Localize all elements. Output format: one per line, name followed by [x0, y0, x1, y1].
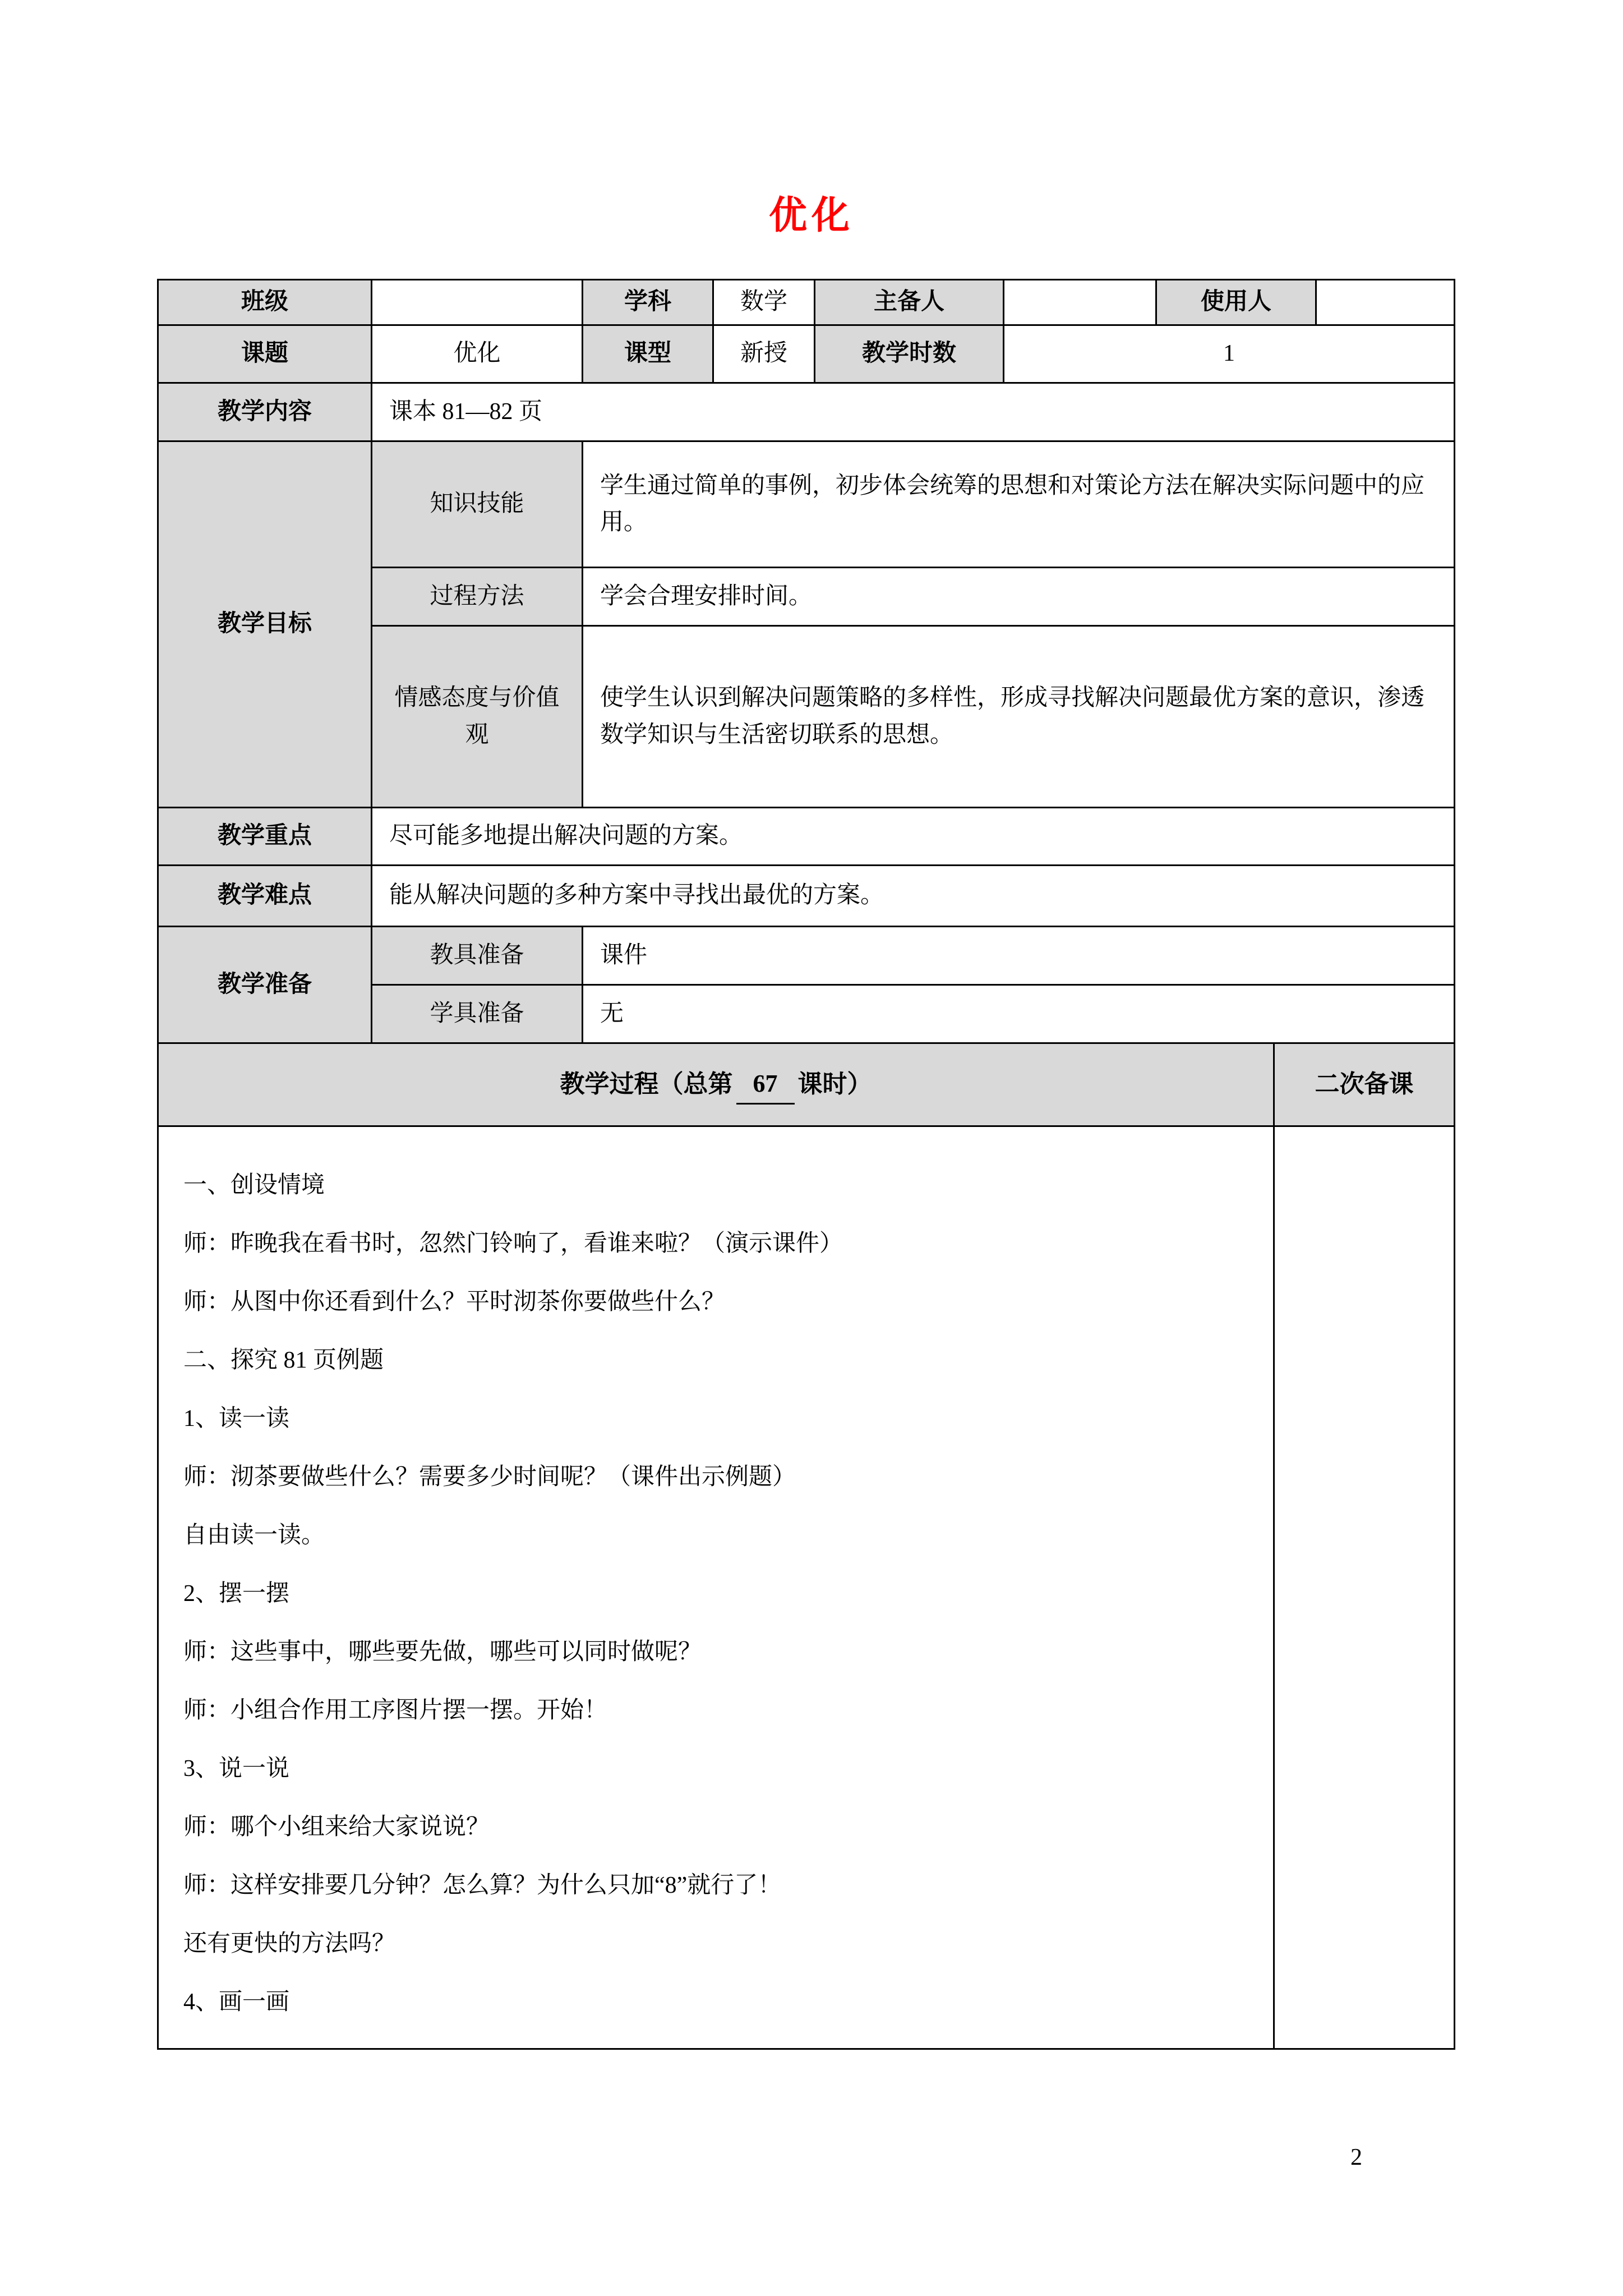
user-teacher-value-cell: [1317, 280, 1455, 326]
hours-value-cell: 1: [1004, 326, 1455, 384]
process-line: 2、摆一摆: [183, 1581, 290, 1607]
objective-knowledge-label: 知识技能: [372, 442, 583, 568]
process-header-cell: [159, 1044, 1275, 1127]
process-header-prefix: 教学过程（总第: [560, 1070, 733, 1098]
objective-process-text: 学会合理安排时间。: [583, 568, 1455, 627]
preparation-tools-label: 教具准备: [372, 927, 583, 986]
preparation-tools-text: 课件: [583, 927, 1455, 986]
subject-value-cell: 数学: [714, 280, 815, 326]
row-meta-2: [159, 326, 1455, 384]
process-line: 师：哪个小组来给大家说说？: [183, 1814, 490, 1840]
row-meta-1: [159, 280, 1455, 326]
process-line: 师：这些事中，哪些要先做，哪些可以同时做呢？: [183, 1639, 702, 1665]
secondary-prep-header-cell: 二次备课: [1275, 1044, 1455, 1127]
lesson-type-label-cell: 课型: [583, 326, 714, 384]
objective-process-label: 过程方法: [372, 568, 583, 627]
subject-label-cell: 学科: [583, 280, 714, 326]
process-line: 还有更快的方法吗？: [183, 1931, 396, 1957]
process-line: 自由读一读。: [183, 1522, 325, 1548]
process-line: 1、读一读: [183, 1406, 290, 1432]
process-line: 3、说一说: [183, 1756, 290, 1782]
preparation-section: [159, 927, 1455, 1044]
process-header-suffix: 课时）: [797, 1070, 872, 1098]
preparation-subrows: [372, 927, 1455, 1044]
lesson-type-value-cell: 新授: [714, 326, 815, 384]
key-point-text-cell: 尽可能多地提出解决问题的方案。: [372, 808, 1455, 866]
objective-row-knowledge: [372, 442, 1455, 568]
topic-label-cell: 课题: [159, 326, 372, 384]
key-point-label-cell: 教学重点: [159, 808, 372, 866]
hours-label-cell: 教学时数: [815, 326, 1004, 384]
objectives-label-cell: 教学目标: [159, 442, 372, 808]
preparation-row-materials: [372, 986, 1455, 1044]
lead-teacher-value-cell: [1004, 280, 1157, 326]
document-title: 优化: [768, 194, 854, 237]
preparation-materials-text: 无: [583, 986, 1455, 1044]
row-process-body: [159, 1127, 1455, 2050]
process-body-cell: [159, 1127, 1275, 2050]
user-teacher-label-cell: 使用人: [1157, 280, 1317, 326]
preparation-row-tools: [372, 927, 1455, 986]
class-label-cell: 班级: [159, 280, 372, 326]
objective-attitude-text: 使学生认识到解决问题策略的多样性，形成寻找解决问题最优方案的意识，渗透数学知识与生活密切联系的思想。: [583, 627, 1455, 808]
difficult-point-text-cell: 能从解决问题的多种方案中寻找出最优的方案。: [372, 866, 1455, 927]
objectives-subrows: [372, 442, 1455, 808]
process-line: 师：小组合作用工序图片摆一摆。开始！: [183, 1697, 608, 1723]
objective-row-process: [372, 568, 1455, 627]
objective-attitude-label: 情感态度与价值观: [372, 627, 583, 808]
row-difficult-point: [159, 866, 1455, 927]
objective-knowledge-text: 学生通过简单的事例，初步体会统筹的思想和对策论方法在解决实际问题中的应用。: [583, 442, 1455, 568]
row-teaching-content: [159, 384, 1455, 442]
content-label-cell: 教学内容: [159, 384, 372, 442]
row-key-point: [159, 808, 1455, 866]
process-line: 师：昨晚我在看书时，忽然门铃响了，看谁来啦？（演示课件）: [183, 1231, 843, 1257]
process-line: 师：这样安排要几分钟？怎么算？为什么只加“8”就行了！: [183, 1872, 782, 1898]
secondary-prep-body-cell: [1275, 1127, 1455, 2050]
process-line: 师：沏茶要做些什么？需要多少时间呢？（课件出示例题）: [183, 1464, 796, 1490]
difficult-point-label-cell: 教学难点: [159, 866, 372, 927]
process-line: 师：从图中你还看到什么？平时沏茶你要做些什么？: [183, 1289, 726, 1315]
objective-row-attitude: [372, 627, 1455, 808]
preparation-label-cell: 教学准备: [159, 927, 372, 1044]
lead-teacher-label-cell: 主备人: [815, 280, 1004, 326]
topic-value-cell: 优化: [372, 326, 583, 384]
objectives-section: [159, 442, 1455, 808]
class-value-cell: [372, 280, 583, 326]
process-line: 一、创设情境: [183, 1172, 325, 1198]
process-line: 4、画一画: [183, 1989, 290, 2015]
lesson-plan-table: [157, 279, 1455, 2050]
page-number: 2: [1350, 2145, 1362, 2170]
process-line: 二、探究 81 页例题: [183, 1347, 384, 1373]
process-lesson-number: 67: [736, 1065, 795, 1105]
content-value-cell: 课本 81—82 页: [372, 384, 1455, 442]
preparation-materials-label: 学具准备: [372, 986, 583, 1044]
row-process-header: [159, 1044, 1455, 1127]
